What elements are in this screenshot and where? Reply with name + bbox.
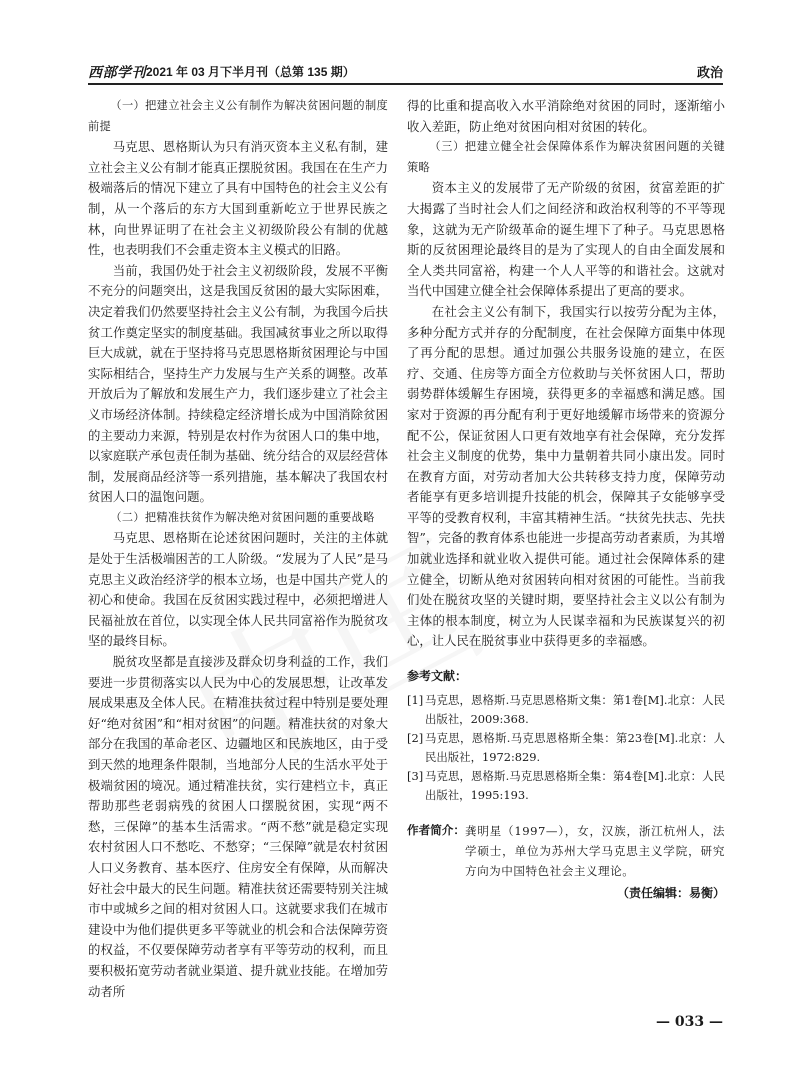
author-text: 龚明星（1997—），女，汉族，浙江杭州人，法学硕士，单位为苏州大学马克思主义学院，研究方向为中国特色社会主义理论。 xyxy=(464,823,725,878)
reference-number: [3] xyxy=(407,768,424,783)
reference-item xyxy=(407,729,725,767)
journal-name: 西部学刊 xyxy=(88,65,146,81)
body-paragraph: 马克思、恩格斯认为只有消灭资本主义私有制，建立社会主义公有制才能真正摆脱贫困。我国在在生产力极端落后的情况下建立了具有中国特色的社会主义公有制，从一个落后的东方大国到重新屹立于世界民族之林，向世界证明了在社会主义初级阶段公有制的优越性，也表明我们不会重走资本主义模式的旧路。 xyxy=(88,139,388,258)
references-title: 参考文献： xyxy=(407,669,468,684)
author-info xyxy=(407,821,725,881)
section-subheading: （二）把精准扶贫作为解决绝对贫困问题的重要战略 xyxy=(110,510,375,524)
right-column-body xyxy=(407,96,725,652)
body-paragraph: 在社会主义公有制下，我国实行以按劳分配为主体，多种分配方式并存的分配制度，在社会保障方面集中体现了再分配的思想。通过加强公共服务设施的建立，在医疗、交通、住房等方面全方位救助与关怀贫困人口，帮助弱势群体缓解生存困境，获得更多的幸福感和满足感。国家对于资源的再分配有利于更好地缓解市场带来的资源分配不公，保证贫困人口更有效地享有社会保障，充分发挥社会主义制度的优势，集中力量朝着共同小康出发。同时在教育方面，对劳动者加大公共转移支持力度，保障劳动者能享有更多培训提升技能的机会，保障其子女能够享受平等的受教育权利，丰富其精神生活。“扶贫先扶志、先扶智”，完备的教育体系也能进一步提高劳动者素质，为其增加就业选择和就业收入提供可能。通过社会保障体系的建立健全，切断从绝对贫困转向相对贫困的可能性。当前我们处在脱贫攻坚的关键时期，要坚持社会主义以公有制为主体的根本制度，树立为人民谋幸福和为民族谋复兴的初心，让人民在脱贫事业中获得更多的幸福感。 xyxy=(407,303,725,649)
body-paragraph: 马克思、恩格斯在论述贫困问题时，关注的主体就是处于生活极端困苦的工人阶级。“发展为了人民”是马克思主义政治经济学的根本立场，也是中国共产党人的初心和使命。我国在反贫困实践过程中，必须把增进人民福祉放在首位，以实现全体人民共同富裕作为脱贫攻坚的最终目标。 xyxy=(88,530,388,649)
continued-paragraph: 得的比重和提高收入水平消除绝对贫困的同时，逐渐缩小收入差距，防止绝对贫困向相对贫困的转化。 xyxy=(407,98,725,134)
page-header xyxy=(88,62,723,82)
reference-number: [2] xyxy=(407,730,424,745)
right-column xyxy=(407,96,725,903)
reference-item xyxy=(407,767,725,805)
body-paragraph: 脱贫攻坚都是直接涉及群众切身利益的工作，我们要进一步贯彻落实以人民为中心的发展思想，让改革发展成果惠及全体人民。在精准扶贫过程中特别是要处理好“绝对贫困”和“相对贫困”的问题。精准扶贫的对象大部分在我国的革命老区、边疆地区和民族地区，由于受到天然的地理条件限制，当地部分人民的生活水平处于极端贫困的境况。通过精准扶贫，实行建档立卡，真正帮助那些老弱病残的贫困人口摆脱贫困，实现“两不愁，三保障”的基本生活需求。“两不愁”就是稳定实现农村贫困人口不愁吃、不愁穿；“三保障”就是农村贫困人口义务教育、基本医疗、住房安全有保障，从而解决好社会中最大的民生问题。精准扶贫还需要特别关注城市中或城乡之间的相对贫困人口。这就要求我们在城市建设中为他们提供更多平等就业的机会和合法保障劳资的权益，不仅要保障劳动者享有平等劳动的权利，而且要积极拓宽劳动者就业渠道、提升就业技能。在增加劳动者所 xyxy=(88,654,388,999)
editor-note: （责任编辑：易衡） xyxy=(616,885,725,900)
page-number: — 033 — xyxy=(656,1014,723,1030)
header-rule xyxy=(88,83,723,85)
left-column xyxy=(88,96,388,1002)
references-list xyxy=(407,691,725,805)
section-subheading: （三）把建立健全社会保障体系作为解决贫困问题的关键策略 xyxy=(407,140,725,174)
reference-text: 马克思，恩格斯.马克思恩格斯全集：第23卷[M].北京：人民出版社，1972:829. xyxy=(425,730,725,764)
reference-number: [1] xyxy=(407,692,424,707)
body-paragraph: 资本主义的发展带了无产阶级的贫困，贫富差距的扩大揭露了当时社会人们之间经济和政治权利等的不平等现象，这就为无产阶级革命的诞生埋下了种子。马克思恩格斯的反贫困理论最终目的是为了实现人的自由全面发展和全人类共同富裕，构建一个人人平等的和谐社会。这就对当代中国建立健全社会保障体系提出了更高的要求。 xyxy=(407,180,725,299)
section-tag: 政治 xyxy=(696,65,723,80)
section-subheading: （一）把建立社会主义公有制作为解决贫困问题的制度前提 xyxy=(88,99,388,133)
author-label: 作者简介： xyxy=(407,823,465,837)
reference-item xyxy=(407,691,725,729)
reference-text: 马克思，恩格斯.马克思恩格斯全集：第4卷[M].北京：人民出版社，1995:193. xyxy=(425,768,725,802)
body-paragraph: 当前，我国仍处于社会主义初级阶段，发展不平衡不充分的问题突出，这是我国反贫困的最大实际困难，决定着我们仍然要坚持社会主义公有制，为我国今后扶贫工作奠定坚实的制度基础。我国减贫事业之所以取得巨大成就，就在于坚持将马克思恩格斯贫困理论与中国实际相结合，坚持生产力发展与生产关系的调整。改革开放后为了解放和发展生产力，我们逐步建立了社会主义市场经济体制。持续稳定经济增长成为中国消除贫困的主要动力来源，特别是农村作为贫困人口的集中地，以家庭联产承包责任制为基础、统分结合的双层经营体制，发展商品经济等一系列措施，基本解决了我国农村贫困人口的温饱问题。 xyxy=(88,262,388,505)
reference-text: 马克思，恩格斯.马克思恩格斯文集：第1卷[M].北京：人民出版社，2009:368. xyxy=(425,692,725,726)
issue-info: 2021 年 03 月下半月刊（总第 135 期） xyxy=(146,65,355,79)
